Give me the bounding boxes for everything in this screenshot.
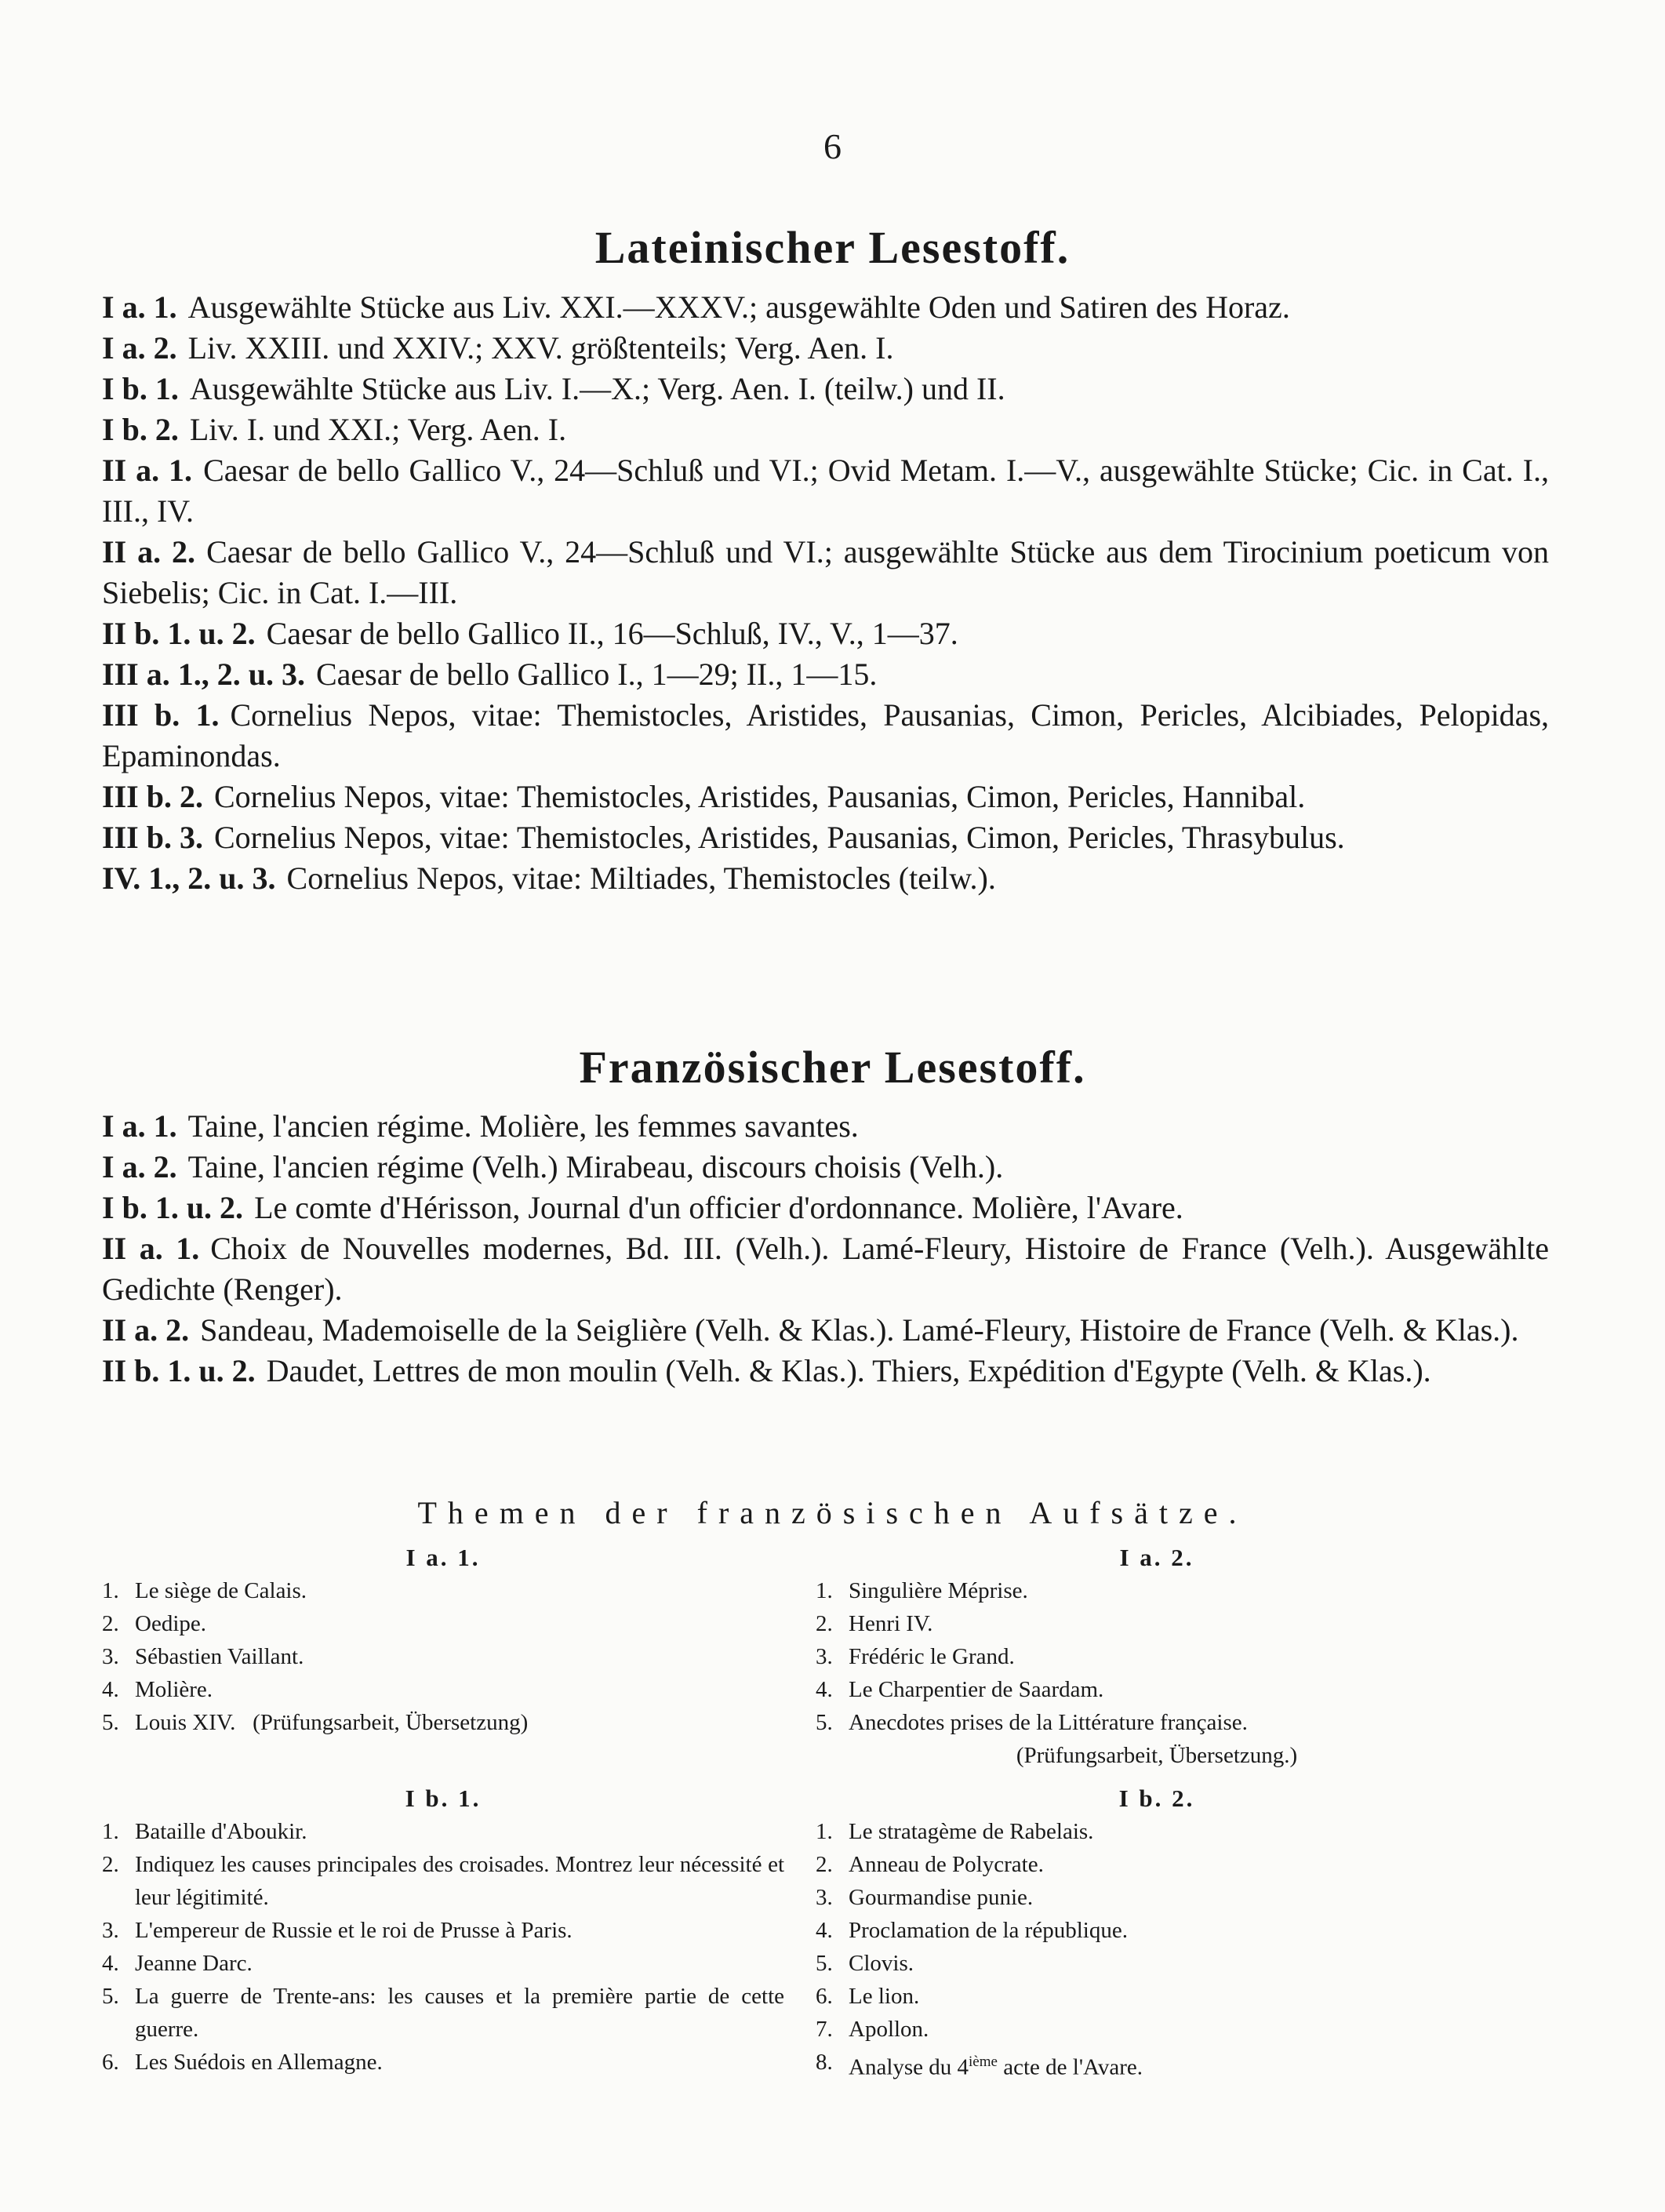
entry-label: II a. 2.	[102, 534, 196, 569]
french-list	[102, 1106, 1549, 1392]
group-heading: I a. 2.	[1119, 1544, 1194, 1571]
list-item: 1. Le siège de Calais.	[102, 1578, 307, 1603]
entry-text: Daudet, Lettres de mon moulin (Velh. & Klas.). Thiers, Expédition d'Egypte (Velh. & Klas.).	[266, 1353, 1431, 1388]
entry-label: III b. 3.	[102, 820, 203, 855]
entry-text: Le comte d'Hérisson, Journal d'un officier d'ordonnance. Molière, l'Avare.	[254, 1190, 1183, 1225]
list-item: 4. Jeanne Darc.	[102, 1951, 253, 1976]
themes-ib1	[102, 1782, 784, 2079]
list-item: 4. Proclamation de la république.	[816, 1918, 1128, 1943]
entry-label: I a. 1.	[102, 1108, 177, 1144]
latin-entry	[102, 654, 1549, 695]
entry-label: I b. 2.	[102, 412, 179, 447]
list-item: 4. Molière.	[102, 1677, 213, 1702]
entry-text: Sandeau, Mademoiselle de la Seiglière (Velh. & Klas.). Lamé-Fleury, Histoire de France (Velh. & Klas.).	[200, 1312, 1519, 1348]
latin-entry	[102, 613, 1549, 654]
entry-text: Liv. XXIII. und XXIV.; XXV. größtenteils; Verg. Aen. I.	[187, 330, 894, 366]
latin-entry	[102, 328, 1549, 369]
entry-label: I a. 2.	[102, 1149, 177, 1184]
exam-note: (Prüfungsarbeit, Übersetzung)	[253, 1710, 529, 1735]
entry-label: II b. 1. u. 2.	[102, 616, 256, 651]
entry-text: Caesar de bello Gallico V., 24—Schluß und VI.; ausgewählte Stücke aus dem Tirocinium poeticum von Siebelis; Cic. in Cat. I.—III.	[102, 534, 1549, 610]
french-entry	[102, 1106, 1549, 1147]
entry-label: II b. 1. u. 2.	[102, 1353, 256, 1388]
exam-note: (Prüfungsarbeit, Übersetzung.)	[1016, 1743, 1298, 1768]
list-item: 1. Singulière Méprise.	[816, 1578, 1028, 1603]
list-item: 3. L'empereur de Russie et le roi de Prusse à Paris.	[102, 1918, 573, 1943]
latin-entry	[102, 777, 1549, 817]
entry-text: Ausgewählte Stücke aus Liv. I.—X.; Verg. Aen. I. (teilw.) und II.	[189, 371, 1005, 406]
latin-entry	[102, 450, 1549, 532]
list-item: 2. Henri IV.	[816, 1611, 933, 1636]
french-entry	[102, 1351, 1549, 1392]
entry-label: IV. 1., 2. u. 3.	[102, 860, 276, 896]
list-item: 6. Le lion.	[816, 1984, 920, 2009]
entry-label: I b. 1.	[102, 371, 179, 406]
entry-text: Ausgewählte Stücke aus Liv. XXI.—XXXV.; ausgewählte Oden und Satiren des Horaz.	[187, 289, 1290, 325]
group-heading: I b. 1.	[405, 1785, 482, 1812]
entry-text: Choix de Nouvelles modernes, Bd. III. (Velh.). Lamé-Fleury, Histoire de France (Velh.). Ausgewählte Gedichte (Renger).	[102, 1231, 1549, 1307]
latin-list	[102, 287, 1549, 899]
list-item: 2. Indiquez les causes principales des croisades. Montrez leur nécessité et leur légitimité.	[102, 1852, 784, 1910]
entry-text: Cornelius Nepos, vitae: Miltiades, Themistocles (teilw.).	[286, 860, 996, 896]
entry-text: Taine, l'ancien régime. Molière, les femmes savantes.	[187, 1108, 859, 1144]
latin-entry	[102, 369, 1549, 409]
latin-entry	[102, 409, 1549, 450]
list-item: 3. Sébastien Vaillant.	[102, 1644, 304, 1669]
list-item: 1. Le stratagème de Rabelais.	[816, 1819, 1094, 1844]
themes-ib2	[816, 1782, 1498, 2084]
french-heading: Französischer Lesestoff.	[579, 1042, 1086, 1093]
entry-text: Cornelius Nepos, vitae: Themistocles, Aristides, Pausanias, Cimon, Pericles, Thrasybulus.	[213, 820, 1345, 855]
latin-entry	[102, 858, 1549, 899]
list-item: 3. Gourmandise punie.	[816, 1885, 1034, 1910]
entry-label: I a. 2.	[102, 330, 177, 366]
entry-text: Caesar de bello Gallico I., 1—29; II., 1—15.	[315, 657, 878, 692]
page-number: 6	[823, 126, 842, 166]
latin-entry	[102, 532, 1549, 613]
themes-ia1	[102, 1541, 784, 1739]
entry-label: III b. 2.	[102, 779, 203, 814]
entry-label: II a. 1.	[102, 1231, 200, 1266]
entry-label: II a. 1.	[102, 453, 193, 488]
entry-text: Cornelius Nepos, vitae: Themistocles, Aristides, Pausanias, Cimon, Pericles, Alcibiades, Pelopidas, Epaminondas.	[102, 697, 1550, 773]
list-item: 7. Apollon.	[816, 2017, 929, 2042]
list-item: 5. Louis XIV. (Prüfungsarbeit, Übersetzung)	[102, 1710, 529, 1735]
entry-text: Caesar de bello Gallico II., 16—Schluß, IV., V., 1—37.	[266, 616, 958, 651]
entry-text: Caesar de bello Gallico V., 24—Schluß und VI.; Ovid Metam. I.—V., ausgewählte Stücke; Cic. in Cat. I., III., IV.	[102, 453, 1549, 529]
latin-heading: Lateinischer Lesestoff.	[594, 222, 1071, 273]
themes-ia2	[816, 1541, 1498, 1772]
latin-entry	[102, 817, 1549, 858]
entry-label: I a. 1.	[102, 289, 177, 325]
list-item: 6. Les Suédois en Allemagne.	[102, 2050, 383, 2075]
list-item: 5. Anecdotes prises de la Littérature française.	[816, 1710, 1248, 1735]
latin-entry	[102, 287, 1549, 328]
group-heading: I b. 2.	[1118, 1785, 1195, 1812]
entry-label: III a. 1., 2. u. 3.	[102, 657, 305, 692]
group-heading: I a. 1.	[405, 1544, 481, 1571]
list-item: 4. Le Charpentier de Saardam.	[816, 1677, 1104, 1702]
list-item: 5. Clovis.	[816, 1951, 914, 1976]
list-item: 2. Anneau de Polycrate.	[816, 1852, 1044, 1877]
themes-title: Themen der französischen Aufsätze.	[417, 1495, 1248, 1530]
list-item: 8. Analyse du 4ième acte de l'Avare.	[816, 2050, 1143, 2080]
list-item: 5. La guerre de Trente-ans: les causes et la première partie de cette guerre.	[102, 1984, 784, 2042]
french-entry	[102, 1228, 1549, 1310]
entry-label: III b. 1.	[102, 697, 220, 733]
entry-label: I b. 1. u. 2.	[102, 1190, 244, 1225]
list-item: 2. Oedipe.	[102, 1611, 206, 1636]
latin-entry	[102, 695, 1549, 777]
entry-text: Liv. I. und XXI.; Verg. Aen. I.	[189, 412, 567, 447]
list-item: 1. Bataille d'Aboukir.	[102, 1819, 307, 1844]
entry-text: Taine, l'ancien régime (Velh.) Mirabeau, discours choisis (Velh.).	[187, 1149, 1004, 1184]
entry-text: Cornelius Nepos, vitae: Themistocles, Aristides, Pausanias, Cimon, Pericles, Hannibal.	[213, 779, 1306, 814]
entry-label: II a. 2.	[102, 1312, 190, 1348]
french-entry	[102, 1147, 1549, 1188]
french-entry	[102, 1310, 1549, 1351]
list-item: 3. Frédéric le Grand.	[816, 1644, 1015, 1669]
french-entry	[102, 1188, 1549, 1228]
